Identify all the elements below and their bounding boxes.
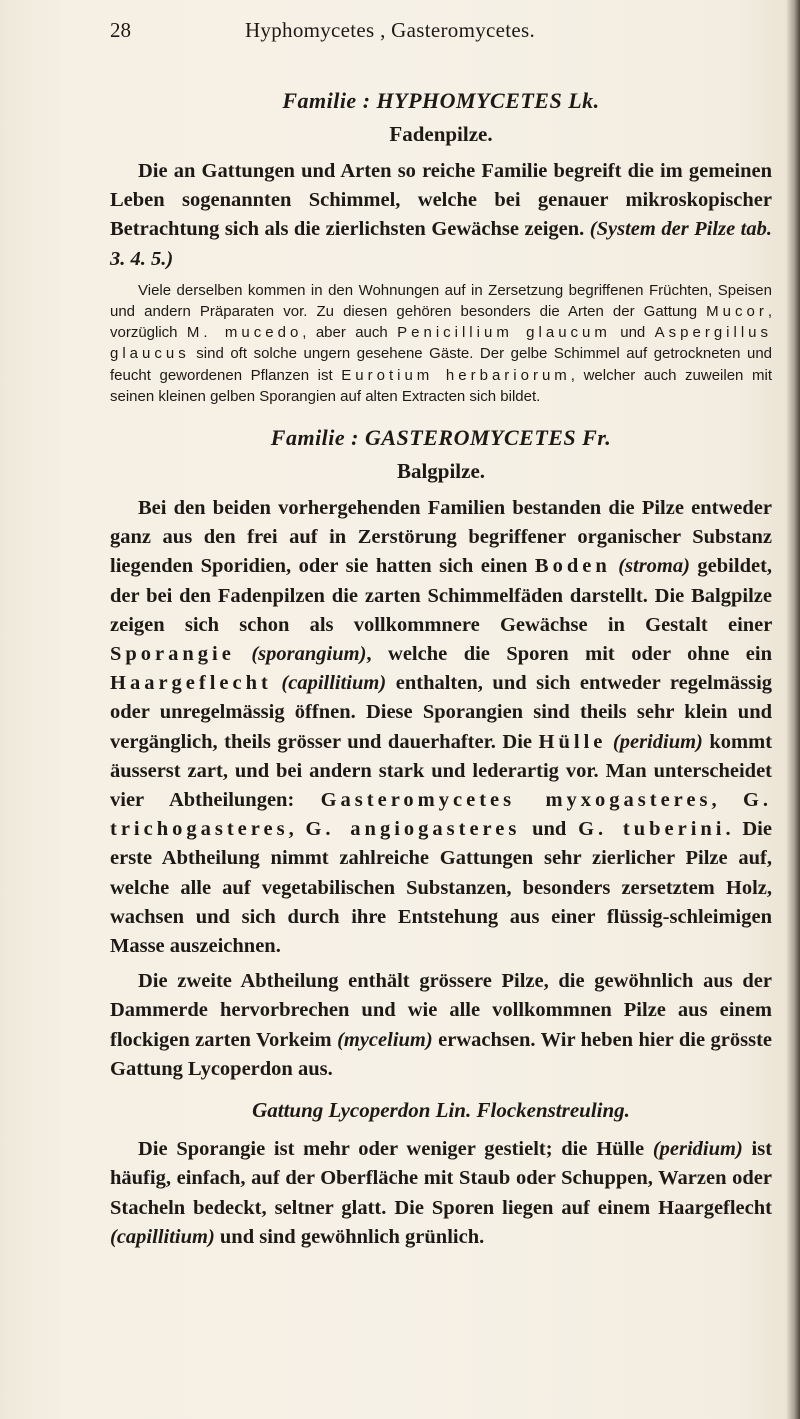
term-penicillium: Penicillium glaucum — [397, 324, 611, 342]
family-name: GASTEROMYCETES — [365, 425, 577, 451]
page-content — [110, 88, 772, 1258]
family-name: HYPHOMYCETES — [376, 88, 563, 113]
genus-heading-lycoperdon: Gattung Lycoperdon Lin. Flockenstreuling. — [252, 1098, 630, 1123]
note-text: , vorzüglich — [110, 303, 772, 342]
paragraph-text: gebildet, der bei den Fadenpilzen die zarten Schimmelfäden darstellt. Die Balgpilze zeigen sich schon als vollkommnere Gewächse in Gestalt einer — [110, 555, 773, 636]
paragraph-text: ist häufig, einfach, auf der Oberfläche mit Staub oder Schuppen, Warzen oder Stacheln bedeckt, seltner glatt. Die Sporen liegen auf einem Haargeflecht — [110, 1138, 773, 1219]
page-number: 28 — [110, 18, 131, 42]
family-prefix: Familie : — [282, 88, 371, 113]
paragraph-hyphomycetes-note — [110, 280, 772, 407]
term-angiogasteres: G. angiogasteres — [305, 818, 521, 841]
term-trichogasteres: G. trichogasteres — [110, 789, 773, 841]
running-title: Hyphomycetes , Gasteromycetes. — [244, 18, 536, 42]
page-edge-shadow — [786, 0, 800, 1419]
paragraph-text: und — [532, 818, 567, 841]
paragraph-text: Die Sporangie ist mehr oder weniger gestielt; die Hülle — [138, 1138, 645, 1161]
paragraph-text: Bei den beiden vorhergehenden Familien bestanden die Pilze entweder ganz aus den frei auf in Zerstörung begriffener organischer Substanz liegenden Sporidien, oder sie hatten sich einen — [110, 497, 772, 578]
family-heading-hyphomycetes — [110, 88, 772, 114]
family-prefix: Familie : — [270, 425, 359, 451]
family-heading-gasteromycetes — [110, 425, 772, 451]
term-peridium: (peridium) — [612, 730, 703, 753]
family-author: Lk. — [568, 88, 600, 113]
reference-system-der-pilze: (System der Pilze tab. 3. 4. 5.) — [110, 218, 772, 270]
term-sporangie: Sporangie — [110, 643, 235, 666]
term-sporangium: (sporangium) — [251, 643, 367, 666]
paragraph-text: Die zweite Abtheilung enthält grössere Pilze, die gewöhnlich aus der Dammerde hervorbrechen und wie alle vollkommnen Pilze aus einem flockigen zarten Vorkeim — [110, 970, 772, 1051]
paragraph-text: kommt äusserst zart, und bei andern stark und lederartig vor. Man unterscheidet vier Abtheilungen: — [110, 730, 773, 812]
note-text: und — [620, 324, 646, 342]
term-capillitium: (capillitium) — [110, 1225, 215, 1248]
term-boden: Boden — [534, 555, 611, 578]
family-subtitle: Balgpilze. — [396, 459, 486, 484]
note-text: , welcher auch zuweilen mit seinen kleinen gelben Sporangien auf alten Extracten sich bildet. — [110, 366, 773, 405]
family-author: Fr. — [582, 425, 612, 451]
paragraph-gasteromycetes-intro: Bei den beiden vorhergehenden Familien bestanden die Pilze entweder ganz aus den frei auf in Zerstörung begriffener organischer Substanz liegenden Sporidien, oder sie hatten sich einen Boden (stroma) gebildet, der bei den Fadenpilzen die zarten Schimmelfäden darstellt. Die Balgpilze zeigen sich schon als vollkommnere Gewächse in Gestalt einer Sporangie (sporangium), welche die Sporen mit oder ohne ein Haargeflecht (capillitium) enthalten, und sich entweder regelmässig oder unregelmässig öffnen. Diese Sporangien sind theils sehr klein und vergänglich, theils grösser und dauerhafter. Die Hülle (peridium) kommt äusserst zart, und bei andern stark und lederartig vor. Man unterscheidet vier Abtheilungen: Gasteromycetes myxogasteres, G. trichogasteres, G. angiogasteres und G. tuberini. Die erste Abtheilung nimmt zahlreiche Gattungen sehr zierlicher Pilze auf, welche alle auf vegetabilischen Substanzen, besonders zersetztem Holz, wachsen und sich durch ihre Entstehung aus einer flüssig-schleimigen Masse auszeichnen. — [110, 497, 773, 958]
term-tuberini: G. tuberini — [578, 818, 726, 841]
paragraph-text: und sind gewöhnlich grünlich. — [219, 1225, 485, 1248]
term-myxogasteres: Gasteromycetes myxogasteres — [320, 789, 712, 812]
paragraph-lycoperdon — [110, 1135, 772, 1252]
paragraph-hyphomycetes-intro — [110, 157, 772, 274]
term-aspergillus: Aspergillus glaucus — [110, 324, 773, 363]
term-haargeflecht: Haargeflecht — [110, 672, 272, 695]
note-text: , aber auch — [302, 324, 388, 342]
paragraph-text: enthalten, und sich entweder regelmässig oder unregelmässig öffnen. Diese Sporangien sind theils sehr klein und vergänglich, theils grösser und dauerhafter. Die — [110, 672, 773, 753]
paragraph-text: Die erste Abtheilung nimmt zahlreiche Gattungen sehr zierlicher Pilze auf, welche alle auf vegetabilischen Substanzen, besonders zersetztem Holz, wachsen und sich durch ihre Entstehung aus einer flüssig-schleimigen Masse auszeichnen. — [110, 818, 772, 958]
term-mucor: Mucor — [706, 303, 768, 321]
family-subtitle: Fadenpilze. — [389, 122, 493, 146]
term-peridium: (peridium) — [652, 1138, 743, 1161]
paragraph-text: Die an Gattungen und Arten so reiche Familie begreift die im gemeinen Leben sogenannten Schimmel, welche bei genauer mikroskopischer Betrachtung sich als die zierlichsten Gewächse zeigen. — [110, 160, 772, 241]
note-text: Viele derselben kommen in den Wohnungen auf in Zersetzung begriffenen Früchten, Speisen und andern Präparaten vor. Zu diesen gehören besonders die Arten der Gattung — [110, 281, 772, 321]
note-text: sind oft solche ungern gesehene Gäste. Der gelbe Schimmel auf getrockneten und feucht gewordenen Pflanzen ist — [110, 345, 772, 384]
term-huelle: Hülle — [538, 730, 607, 753]
paragraph-gasteromycetes-second — [110, 967, 772, 1084]
term-eurotium: Eurotium herbariorum — [341, 366, 571, 384]
term-mycelium: (mycelium) — [337, 1028, 433, 1051]
term-mucedo: M. mucedo — [186, 324, 303, 342]
term-capillitium: (capillitium) — [281, 672, 387, 695]
paragraph-text: , welche die Sporen mit oder ohne ein — [366, 643, 772, 666]
term-stroma: (stroma) — [618, 555, 690, 578]
paragraph-text: erwachsen. Wir heben hier die grösste Gattung Lycoperdon aus. — [110, 1028, 773, 1080]
